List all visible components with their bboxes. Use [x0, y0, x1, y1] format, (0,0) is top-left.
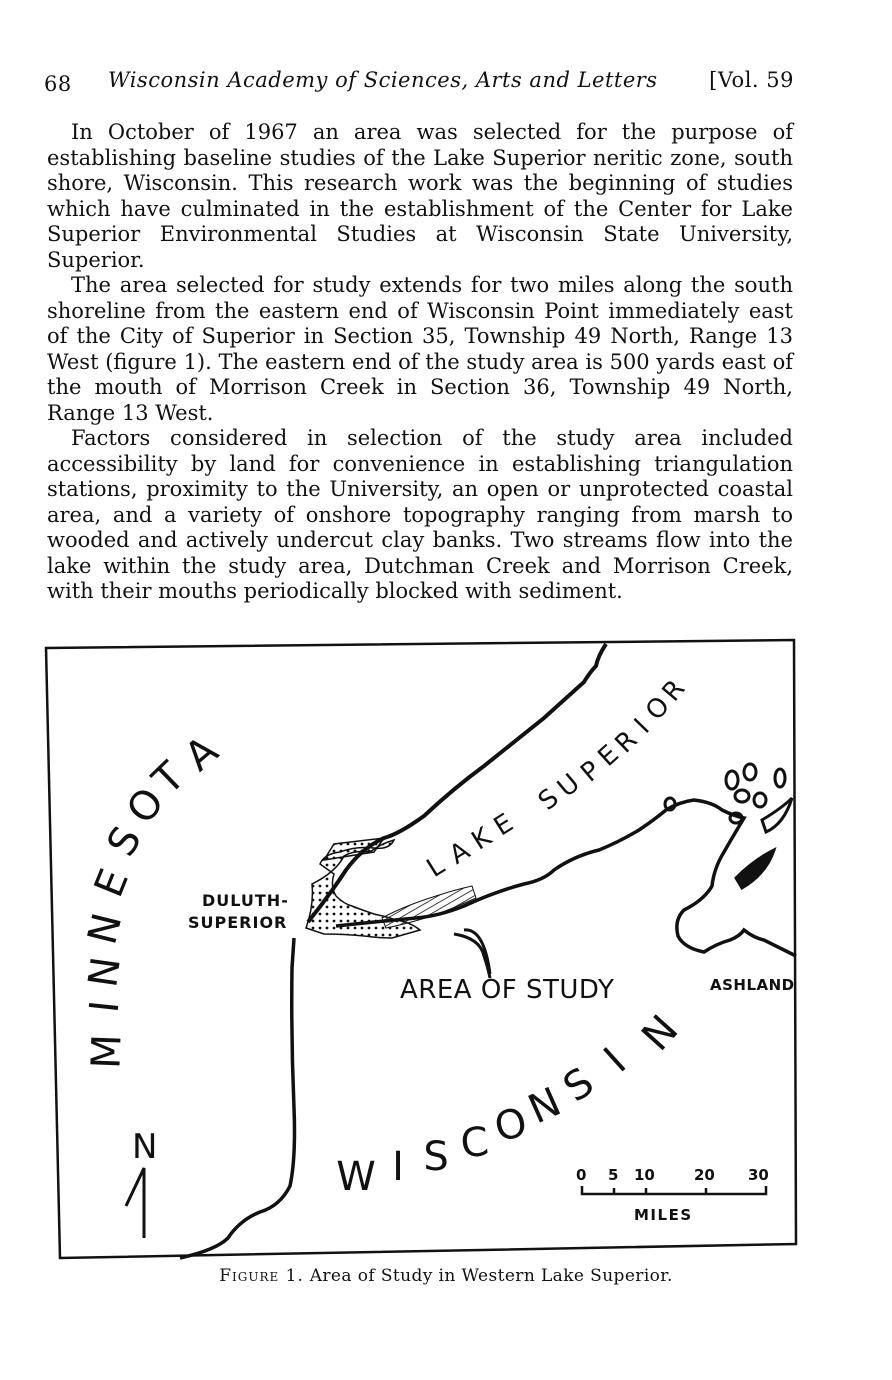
- running-header: [44, 68, 794, 102]
- map-letter: E: [85, 862, 139, 904]
- area-of-study-label: AREA OF STUDY: [400, 975, 615, 1005]
- map-letter: O: [117, 779, 174, 833]
- map-letter: N: [80, 954, 130, 991]
- scale-tick-label: 0: [576, 1166, 587, 1184]
- paragraph: Factors considered in selection of the study area included accessibility by land for convenience in establishing triangulation stations, proximity to the University, an open or unprotected coastal area, and a variety of onshore topography ranging from marsh to wooded and actively undercut clay banks. Two streams flow into the lake within the study area, Dutchman Creek and Morrison Creek, with their mouths periodically blocked with sediment.: [47, 426, 793, 603]
- city-ashland-label: ASHLAND: [710, 976, 795, 994]
- map-letter: T: [144, 753, 194, 804]
- map-letter: R: [656, 674, 692, 708]
- figure-caption: [0, 1266, 892, 1286]
- map-letter: L: [421, 850, 450, 884]
- figure-caption-text: Area of Study in Western Lake Superior.: [309, 1266, 673, 1286]
- map-letter: S: [532, 783, 565, 817]
- journal-title: Wisconsin Academy of Sciences, Arts and Letters: [108, 68, 658, 92]
- area-of-study-pointer: [454, 930, 490, 978]
- map-letter: I: [392, 1144, 404, 1190]
- harbor-block: [324, 838, 384, 860]
- state-boundary: [180, 938, 295, 1258]
- map-letter: O: [640, 691, 677, 727]
- map-letter: N: [521, 1079, 568, 1134]
- city-duluth-label-line2: SUPERIOR: [188, 913, 288, 932]
- north-arrow: [126, 1168, 144, 1238]
- scale-tick-label: 20: [694, 1166, 715, 1184]
- scale-unit-label: MILES: [634, 1206, 693, 1224]
- figure-label: Figure 1.: [219, 1266, 304, 1286]
- map-frame: [46, 640, 796, 1258]
- figure-map: [44, 638, 814, 1262]
- scale-tick-label: 30: [748, 1166, 769, 1184]
- map-letter: C: [458, 1118, 491, 1168]
- map-letter: N: [79, 908, 132, 949]
- volume-label: [Vol. 59: [709, 68, 794, 92]
- map-letter: U: [551, 768, 586, 804]
- map-letter: A: [176, 727, 227, 781]
- map-letter: A: [444, 835, 476, 871]
- scale-tick-label: 5: [608, 1166, 619, 1184]
- paragraph: In October of 1967 an area was selected for the purpose of establishing baseline studies of the Lake Superior neritic zone, south shore, Wisconsin. This research work was the beginning of studies which have culminated in the establishment of the Center for Lake Superior Environmental Studies at Wisconsin State University, Superior.: [47, 120, 793, 272]
- map-letter: R: [609, 725, 644, 760]
- map-letter: S: [98, 819, 152, 864]
- map-letter: I: [81, 998, 129, 1015]
- map-letter: I: [595, 1039, 636, 1082]
- paragraph: The area selected for study extends for two miles along the south shoreline from the eastern end of Wisconsin Point immediately east of the City of Superior in Section 35, Township 49 North, Range 13 West (figure 1). The eastern end of the study area is 500 yards east of the mouth of Morrison Creek in Section 36, Township 49 North, Range 13 West.: [47, 273, 793, 425]
- apostle-islands: [665, 764, 792, 888]
- map-letter: S: [423, 1134, 449, 1180]
- north-arrow-label: N: [132, 1127, 158, 1167]
- scale-tick-label: 10: [634, 1166, 655, 1184]
- map-letter: E: [592, 739, 625, 773]
- map-letter: I: [628, 713, 656, 740]
- scale-bar: [576, 1166, 769, 1224]
- map-letter: E: [488, 808, 519, 843]
- map-letter: O: [490, 1099, 532, 1152]
- map-letter: S: [555, 1059, 603, 1112]
- map-letter: N: [633, 1006, 688, 1060]
- map-letter: P: [575, 755, 607, 789]
- map-svg: [44, 638, 814, 1262]
- city-duluth-label-line1: DULUTH-: [202, 891, 289, 910]
- map-letter: K: [466, 821, 497, 857]
- map-letter: M: [83, 1033, 131, 1070]
- body-text: [47, 120, 793, 605]
- page-number: 68: [44, 72, 72, 96]
- map-letter: W: [336, 1154, 376, 1200]
